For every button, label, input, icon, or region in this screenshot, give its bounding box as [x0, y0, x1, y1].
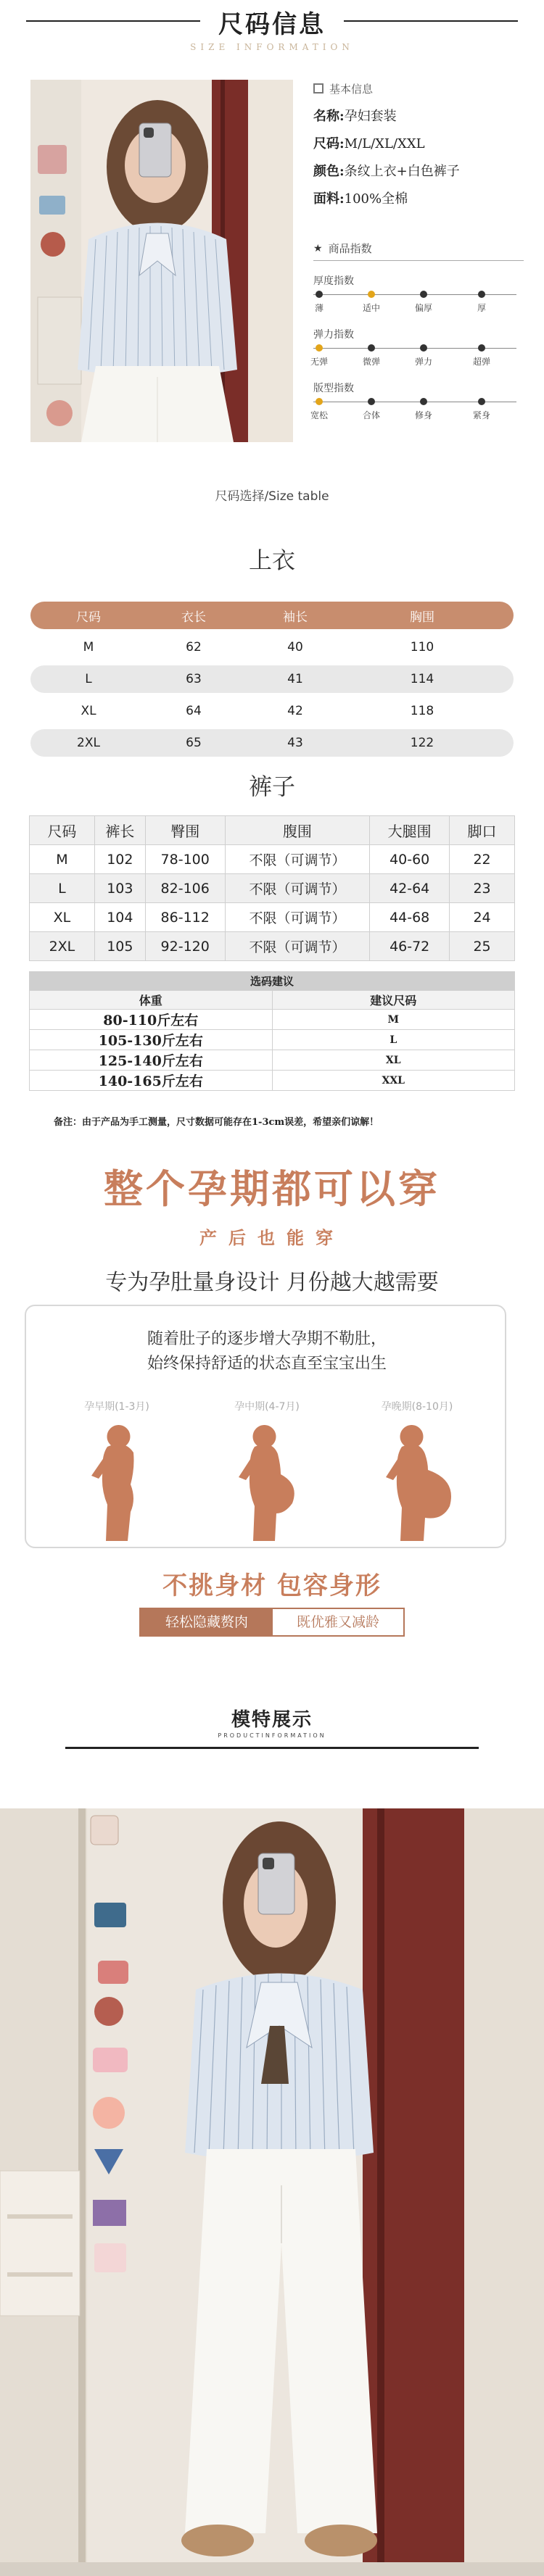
table-cell: 尺码 — [76, 610, 101, 625]
scale-dot-selected — [316, 344, 323, 352]
table-cell: 不限（可调节） — [225, 874, 370, 903]
stage-middle — [205, 1399, 329, 1544]
square-icon — [313, 83, 323, 94]
table-cell: 105-130斤左右 — [30, 1030, 273, 1050]
scale-option-label: 弹力 — [414, 357, 433, 367]
scale-dot — [478, 291, 485, 298]
table-cell: 125-140斤左右 — [30, 1050, 273, 1071]
model-display-rule — [65, 1747, 479, 1749]
pregnant-silhouette-icon — [355, 1418, 479, 1541]
product-index-heading — [313, 241, 524, 261]
table-header-cell: 脚口 — [450, 816, 515, 845]
table-cell: 42-64 — [370, 874, 450, 903]
info-key: 面料: — [313, 191, 345, 207]
star-icon: ★ — [313, 242, 323, 254]
table-cell: 80-110斤左右 — [30, 1010, 273, 1030]
table-cell: M — [272, 1010, 515, 1030]
scale-option-label: 合体 — [362, 410, 381, 420]
info-row-name — [313, 106, 524, 125]
index-scales — [310, 274, 524, 422]
page-title: 尺码信息 — [218, 10, 326, 39]
table-cell: 110 — [410, 640, 434, 655]
stage-label: 孕中期(4-7月) — [234, 1401, 300, 1413]
table-row — [30, 932, 515, 961]
size-info-header — [0, 0, 544, 72]
card-line-2: 始终保持舒适的状态直至宝宝出生 — [147, 1355, 387, 1373]
table-header-cell: 裤长 — [94, 816, 145, 845]
table-cell: 22 — [450, 845, 515, 874]
table-cell: XL — [272, 1050, 515, 1071]
feature-tag-bar — [139, 1608, 405, 1637]
index-scale — [313, 274, 524, 315]
scale-dot — [478, 344, 485, 352]
table-caption-row — [30, 972, 515, 991]
table-cell: 不限（可调节） — [225, 903, 370, 932]
scale-dot — [368, 398, 375, 405]
scale-option-label: 适中 — [362, 303, 381, 313]
table-cell: M — [30, 845, 95, 874]
scale-dot-selected — [316, 398, 323, 405]
scale-dot — [420, 398, 427, 405]
info-value: 孕妇套装 — [344, 109, 397, 124]
scale-line — [313, 348, 516, 349]
model-display-title: 模特展示 — [231, 1709, 313, 1731]
table-row — [30, 1050, 515, 1071]
model-photo-illustration — [30, 80, 293, 442]
scale-labels — [313, 302, 524, 315]
info-key: 颜色: — [313, 164, 345, 179]
model-photo-large — [0, 1808, 544, 2576]
table-header-cell: 腹围 — [225, 816, 370, 845]
table-caption: 选码建议 — [30, 972, 515, 991]
table-cell: 64 — [186, 704, 202, 718]
scale-dot — [316, 291, 323, 298]
stage-early — [55, 1399, 178, 1544]
scale-dot-selected — [368, 291, 375, 298]
page-subtitle: SIZE INFORMATION — [190, 42, 354, 52]
product-photo-top — [30, 80, 293, 442]
feature-tag-right: 既优雅又减龄 — [273, 1609, 403, 1635]
table-header-cell: 建议尺码 — [272, 991, 515, 1010]
size-recommendation-table — [29, 971, 515, 1091]
table-row — [30, 697, 514, 725]
table-header-row — [30, 602, 514, 629]
table-row — [30, 903, 515, 932]
table-cell: 102 — [94, 845, 145, 874]
table-cell: 25 — [450, 932, 515, 961]
info-row-fabric — [313, 188, 524, 207]
table-cell: 2XL — [30, 932, 95, 961]
table-cell: 42 — [287, 704, 303, 718]
stage-label: 孕晚期(8-10月) — [381, 1401, 453, 1413]
fit-tagline: 不挑身材 包容身形 — [162, 1571, 382, 1600]
table-row — [30, 1030, 515, 1050]
table-header-row — [30, 816, 515, 845]
feature-tag-left: 轻松隐藏赘肉 — [141, 1609, 273, 1635]
table-cell: M — [83, 640, 94, 655]
table-cell: 40 — [287, 640, 303, 655]
model-photo-illustration — [0, 1808, 544, 2576]
table-cell: L — [272, 1030, 515, 1050]
scale-labels — [310, 355, 524, 368]
scale-dot — [420, 291, 427, 298]
scale-option-label: 偏厚 — [414, 303, 433, 313]
scale-option-label: 无弹 — [310, 357, 329, 367]
table-header-cell: 尺码 — [30, 816, 95, 845]
table-cell: 103 — [94, 874, 145, 903]
info-value: 条纹上衣+白色裤子 — [344, 164, 460, 179]
top-table-title: 上衣 — [248, 547, 295, 574]
scale-option-label: 宽松 — [310, 410, 329, 420]
table-cell: 43 — [287, 736, 303, 750]
index-scale — [310, 381, 524, 422]
pregnancy-stage-card — [25, 1305, 506, 1548]
scale-name: 版型指数 — [313, 383, 354, 394]
scale-option-label: 修身 — [414, 410, 433, 420]
table-cell: L — [85, 672, 92, 686]
table-cell: 86-112 — [145, 903, 225, 932]
info-key: 尺码: — [313, 136, 345, 151]
pants-size-table — [29, 815, 515, 961]
table-cell: 140-165斤左右 — [30, 1071, 273, 1091]
basic-info-panel — [310, 80, 524, 422]
index-scale — [310, 328, 524, 368]
table-cell: XXL — [272, 1071, 515, 1091]
table-cell: 袖长 — [283, 610, 308, 625]
table-cell: 82-106 — [145, 874, 225, 903]
pants-table-title: 裤子 — [248, 773, 295, 800]
scale-line — [313, 294, 516, 295]
info-key: 名称: — [313, 109, 345, 124]
table-cell: 122 — [410, 736, 434, 750]
table-header-cell: 体重 — [30, 991, 273, 1010]
scale-dot — [478, 398, 485, 405]
pregnant-silhouette-icon — [205, 1418, 329, 1541]
table-cell: 44-68 — [370, 903, 450, 932]
table-header-cell: 大腿围 — [370, 816, 450, 845]
top-size-table — [30, 602, 514, 761]
info-value: 100%全棉 — [344, 191, 408, 207]
stage-label: 孕早期(1-3月) — [84, 1401, 149, 1413]
table-cell: 62 — [186, 640, 202, 655]
table-cell: 65 — [186, 736, 202, 750]
stage-late — [355, 1399, 479, 1544]
scale-option-label: 微弹 — [362, 357, 381, 367]
table-row — [30, 1071, 515, 1091]
table-cell: 46-72 — [370, 932, 450, 961]
pregnant-silhouette-icon — [55, 1418, 178, 1541]
scale-dot — [368, 344, 375, 352]
promo-subheadline: 产后也能穿 — [199, 1227, 345, 1248]
scale-option-label: 超弹 — [472, 357, 491, 367]
table-cell: 63 — [186, 672, 202, 686]
table-cell: 105 — [94, 932, 145, 961]
table-header-row — [30, 991, 515, 1010]
table-row — [30, 633, 514, 661]
scale-name: 厚度指数 — [313, 275, 354, 287]
table-cell: 胸围 — [410, 610, 434, 625]
scale-labels — [310, 409, 524, 422]
table-cell: 不限（可调节） — [225, 845, 370, 874]
model-display-subtitle: PRODUCTINFORMATION — [218, 1732, 326, 1739]
info-value: M/L/XL/XXL — [344, 136, 425, 151]
table-cell: 2XL — [77, 736, 100, 750]
table-row — [30, 874, 515, 903]
table-cell: 23 — [450, 874, 515, 903]
product-index-label: 商品指数 — [328, 242, 372, 255]
info-row-color — [313, 161, 524, 180]
table-row — [30, 665, 514, 693]
table-cell: 41 — [287, 672, 303, 686]
promo-tagline: 专为孕肚量身设计 月份越大越需要 — [105, 1270, 439, 1295]
basic-info-heading — [313, 80, 524, 97]
table-cell: 92-120 — [145, 932, 225, 961]
table-cell: XL — [81, 704, 96, 718]
table-cell: 114 — [410, 672, 434, 686]
table-cell: 不限（可调节） — [225, 932, 370, 961]
table-header-cell: 臀围 — [145, 816, 225, 845]
scale-dot — [420, 344, 427, 352]
table-cell: L — [30, 874, 95, 903]
table-row — [30, 845, 515, 874]
info-row-size — [313, 133, 524, 152]
size-table-label: 尺码选择/Size table — [215, 489, 329, 504]
table-cell: 78-100 — [145, 845, 225, 874]
table-row — [30, 729, 514, 757]
promo-headline: 整个孕期都可以穿 — [104, 1166, 440, 1212]
scale-option-label: 薄 — [314, 303, 324, 313]
table-cell: 118 — [410, 704, 434, 718]
table-cell: 104 — [94, 903, 145, 932]
table-row — [30, 1010, 515, 1030]
scale-option-label: 紧身 — [472, 410, 491, 420]
table-cell: 24 — [450, 903, 515, 932]
table-cell: 40-60 — [370, 845, 450, 874]
measurement-note: 备注：由于产品为手工测量，尺寸数据可能存在1-3cm误差，希望亲们谅解！ — [54, 1117, 379, 1128]
table-cell: XL — [30, 903, 95, 932]
scale-option-label: 厚 — [477, 303, 487, 313]
table-cell: 衣长 — [181, 610, 206, 625]
scale-name: 弹力指数 — [313, 329, 354, 341]
card-line-1: 随着肚子的逐步增大孕期不勒肚， — [147, 1330, 387, 1348]
basic-info-label: 基本信息 — [329, 82, 374, 96]
